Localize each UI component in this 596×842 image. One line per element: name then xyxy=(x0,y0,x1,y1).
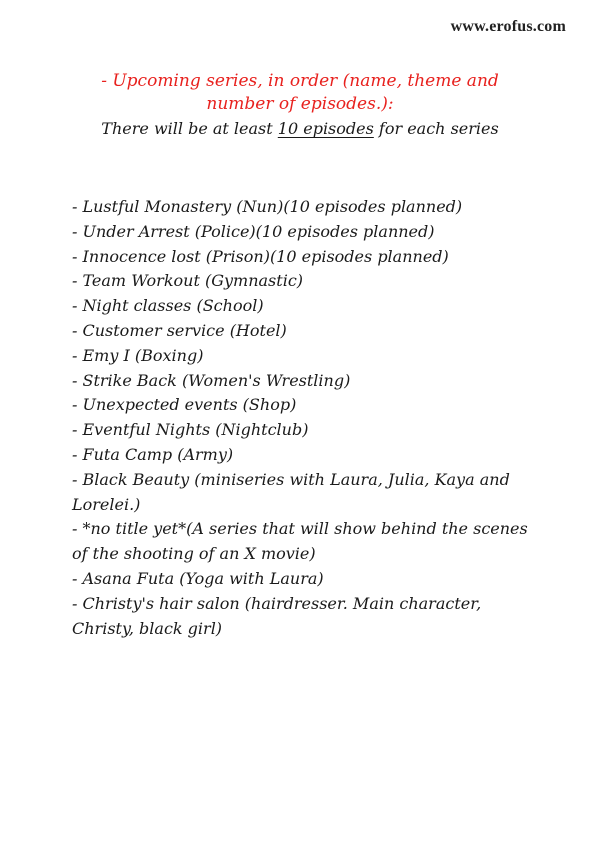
list-item: - Team Workout (Gymnastic) xyxy=(72,271,304,291)
list-item: - Unexpected events (Shop) xyxy=(72,395,297,415)
subtitle-emphasis: 10 episodes xyxy=(277,119,374,138)
list-item: - Futa Camp (Army) xyxy=(72,444,234,464)
subtitle-prefix: There will be at least xyxy=(101,119,278,138)
list-item: - *no title yet*(A series that will show behind the scenes of the shooting of an X movie) xyxy=(72,519,533,564)
list-item: - Black Beauty (miniseries with Laura, Julia, Kaya and Lorelei.) xyxy=(72,469,515,514)
list-item: - Customer service (Hotel) xyxy=(72,320,287,340)
list-item: - Strike Back (Women's Wrestling) xyxy=(72,370,351,390)
list-item: - Asana Futa (Yoga with Laura) xyxy=(72,568,324,588)
list-item: - Innocence lost (Prison)(10 episodes planned) xyxy=(72,246,449,266)
series-list xyxy=(72,195,532,641)
list-item: - Under Arrest (Police)(10 episodes planned) xyxy=(72,221,435,241)
watermark-text: www.erofus.com xyxy=(450,18,566,35)
list-item: - Christy's hair salon (hairdresser. Main character, Christy, black girl) xyxy=(72,593,487,638)
list-item: - Lustful Monastery (Nun)(10 episodes planned) xyxy=(72,197,463,216)
list-item: - Night classes (School) xyxy=(72,296,264,316)
list-item: - Emy I (Boxing) xyxy=(72,345,204,365)
page-title: - Upcoming series, in order (name, theme and number of episodes.): xyxy=(101,71,499,114)
document-header xyxy=(70,70,530,140)
subtitle xyxy=(70,118,530,140)
list-item: - Eventful Nights (Nightclub) xyxy=(72,420,309,440)
subtitle-suffix: for each series xyxy=(373,119,499,138)
